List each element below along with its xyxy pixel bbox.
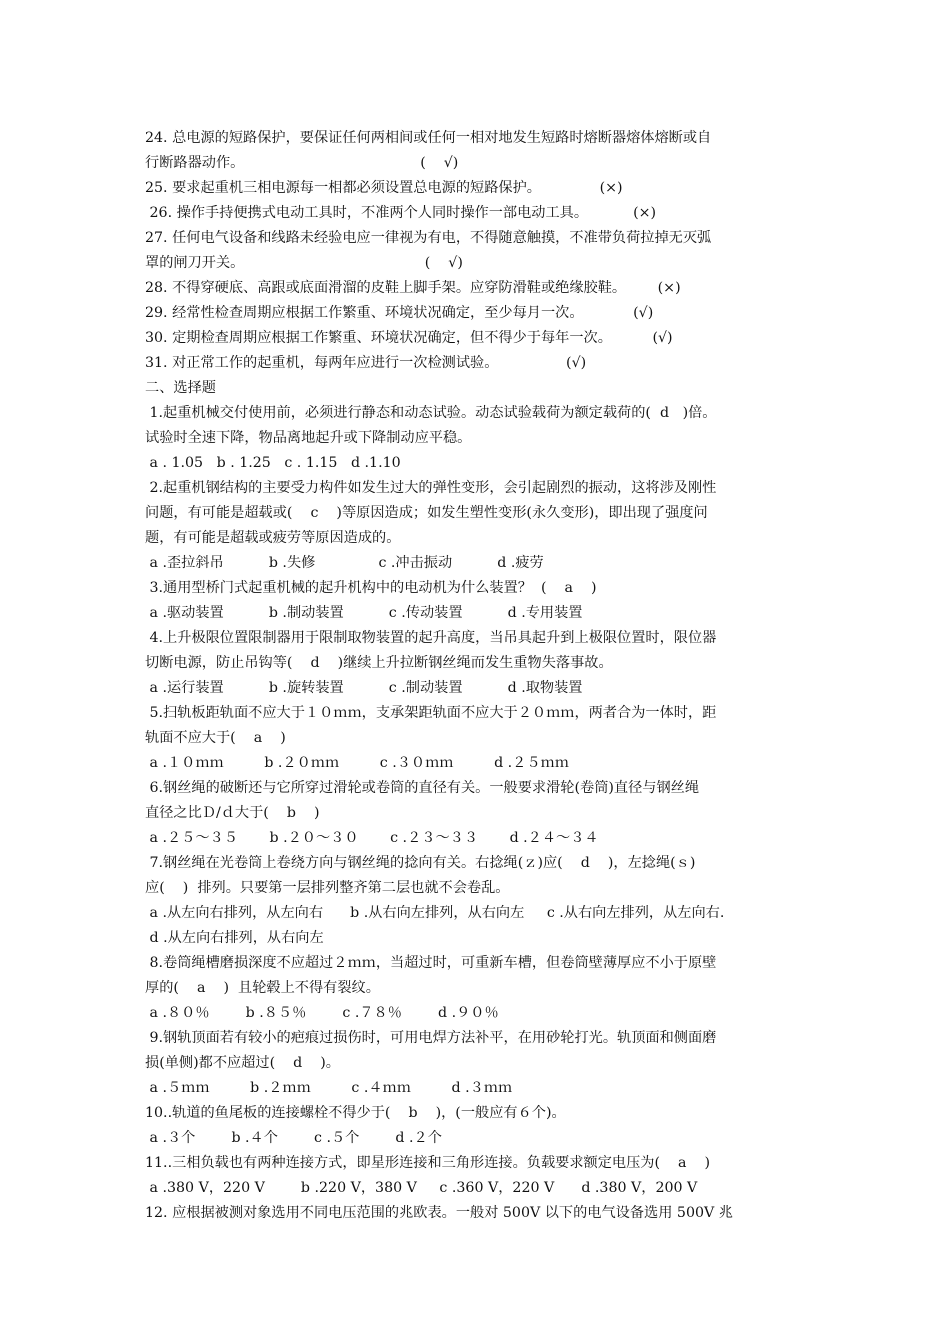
options-line: a .从左向右排列，从左向右 b .从右向左排列，从右向左 c .从右向左排列，从左向右. <box>145 905 725 921</box>
text-line: 7.钢丝绳在光卷筒上卷绕方向与钢丝绳的捻向有关。右捻绳(ｚ)应( d )，左捻绳(ｓ) <box>145 855 696 871</box>
options-line: d .从左向右排列，从右向左 <box>145 930 324 946</box>
text-line: 31. 对正常工作的起重机，每两年应进行一次检测试验。 (√) <box>145 355 587 371</box>
options-line: a .运行装置 b .旋转装置 c .制动装置 d .取物装置 <box>145 680 583 696</box>
text-line: 11..三相负载也有两种连接方式，即星形连接和三角形连接。负载要求额定电压为( a ) <box>145 1155 711 1171</box>
options-line: a .歪拉斜吊 b .失修 c .冲击振动 d .疲劳 <box>145 555 544 571</box>
text-line: 9.钢轨顶面若有较小的疤痕过损伤时，可用电焊方法补平，在用砂轮打光。轨顶面和侧面磨 <box>145 1030 717 1046</box>
text-line: 6.钢丝绳的破断还与它所穿过滑轮或卷筒的直径有关。一般要求滑轮(卷筒)直径与钢丝绳 <box>145 780 700 796</box>
text-line: 切断电源，防止吊钩等( d )继续上升拉断钢丝绳而发生重物失落事故。 <box>145 655 613 671</box>
text-line: 12. 应根据被测对象选用不同电压范围的兆欧表。一般对 500V 以下的电气设备选用 500V 兆 <box>145 1205 733 1221</box>
text-line: 题，有可能是超载或疲劳等原因造成的。 <box>145 530 401 546</box>
text-line: 直径之比Ｄ/ｄ大于( b ) <box>145 805 320 821</box>
text-line: 损(单侧)都不应超过( d )。 <box>145 1055 340 1071</box>
text-line: 应( ) 排列。只要第一层排列整齐第二层也就不会卷乱。 <box>145 880 510 896</box>
options-line: a . 1.05 b . 1.25 c . 1.15 d .1.10 <box>145 455 401 471</box>
text-line: 行断路器动作。 ( √) <box>145 155 459 171</box>
text-line: 26. 操作手持便携式电动工具时，不准两个人同时操作一部电动工具。 (×) <box>145 205 657 221</box>
text-line: 试验时全速下降，物品离地起升或下降制动应平稳。 <box>145 430 472 446</box>
options-line: a .驱动装置 b .制动装置 c .传动装置 d .专用装置 <box>145 605 583 621</box>
text-line: 4.上升极限位置限制器用于限制取物装置的起升高度，当吊具起升到上极限位置时，限位器 <box>145 630 717 646</box>
text-line: 27. 任何电气设备和线路未经验电应一律视为有电，不得随意触摸，不准带负荷拉掉无灭弧 <box>145 230 712 246</box>
text-line: 25. 要求起重机三相电源每一相都必须设置总电源的短路保护。 (×) <box>145 180 623 196</box>
text-line: 10..轨道的鱼尾板的连接螺栓不得少于( b )，(一般应有６个)。 <box>145 1105 566 1121</box>
text-line: 5.扫轨板距轨面不应大于１０ｍｍ，支承架距轨面不应大于２０ｍｍ，两者合为一体时，距 <box>145 705 717 721</box>
text-line: 24. 总电源的短路保护，要保证任何两相间或任何一相对地发生短路时熔断器熔体熔断或自 <box>145 130 712 146</box>
text-line: 厚的( a ) 且轮毂上不得有裂纹。 <box>145 980 380 996</box>
text-line: 28. 不得穿硬底、高跟或底面滑溜的皮鞋上脚手架。应穿防滑鞋或绝缘胶鞋。 (×) <box>145 280 681 296</box>
options-line: a .５ｍｍ b .２ｍｍ c .４ｍｍ d .３ｍｍ <box>145 1080 513 1096</box>
text-line: 8.卷筒绳槽磨损深度不应超过２ｍｍ，当超过时，可重新车槽，但卷筒壁薄厚应不小于原壁 <box>145 955 717 971</box>
options-line: a .８０％ b .８５％ c .７８％ d .９０％ <box>145 1005 499 1021</box>
options-line: a .３个 b .４个 c .５个 d .２个 <box>145 1130 442 1146</box>
text-line: 2.起重机钢结构的主要受力构件如发生过大的弹性变形，会引起剧烈的振动，这将涉及刚性 <box>145 480 717 496</box>
text-line: 罩的闸刀开关。 ( √) <box>145 255 463 271</box>
section-heading: 二、选择题 <box>145 380 216 396</box>
text-line: 轨面不应大于( a ) <box>145 730 286 746</box>
text-line: 30. 定期检查周期应根据工作繁重、环境状况确定，但不得少于每年一次。 (√) <box>145 330 673 346</box>
document-body <box>145 126 813 1226</box>
text-line: 1.起重机械交付使用前，必须进行静态和动态试验。动态试验载荷为额定载荷的( d )倍。 <box>145 405 717 421</box>
options-line: a .２５～３５ b .２０～３０ c .２３～３３ d .２４～３４ <box>145 830 599 846</box>
text-line: 29. 经常性检查周期应根据工作繁重、环境状况确定，至少每月一次。 (√) <box>145 305 654 321</box>
text-line: 3.通用型桥门式起重机械的起升机构中的电动机为什么装置？ ( a ) <box>145 580 597 596</box>
options-line: a .１０ｍｍ b .２０ｍｍ c .３０ｍｍ d .２５ｍｍ <box>145 755 569 771</box>
options-line: a .380 V，220 V b .220 V，380 V c .360 V，220 V d .380 V，200 V <box>145 1180 698 1196</box>
text-line: 问题，有可能是超载或( c )等原因造成；如发生塑性变形(永久变形)，即出现了强度问 <box>145 505 708 521</box>
